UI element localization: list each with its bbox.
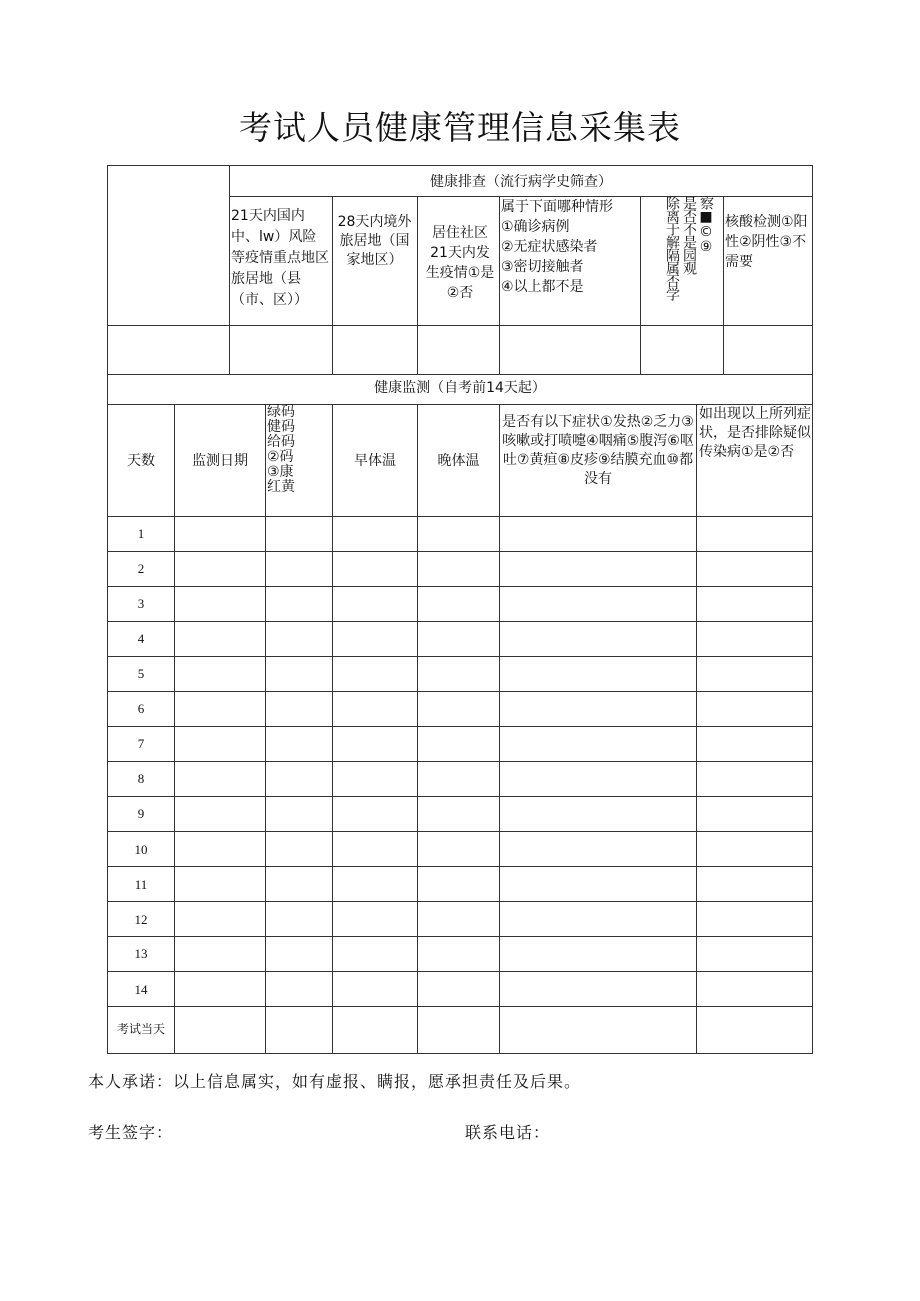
symptoms-column-header: 是否有以下症状①发热②乏力③咳嗽或打喷嚏④咽痛⑤腹泻⑥呕吐⑦黄疸⑧皮疹⑨结膜充血⑩都没有 [502, 414, 694, 487]
day-label: 12 [134, 912, 148, 927]
day-label: 11 [134, 877, 148, 892]
community-entry[interactable] [418, 326, 499, 374]
signature-label: 考生签字： [88, 1123, 174, 1142]
nucleic-test-entry[interactable] [724, 326, 812, 374]
screening-entry-cell[interactable] [108, 326, 229, 374]
exam-day-label: 考试当天 [116, 1022, 165, 1036]
day-label: 1 [137, 526, 145, 541]
exclude-disease-column-header: 如出现以上所列症状，是否排除疑似传染病①是②否 [699, 406, 811, 460]
quarantine-text-c: 除离于解隔属否学 [664, 196, 680, 300]
screening-header: 健康排查（流行病学史筛查） [430, 174, 612, 190]
category-option: ①确诊病例 [501, 219, 570, 235]
category-option: ②无症状感染者 [501, 239, 598, 255]
day-label: 5 [137, 666, 145, 681]
nucleic-test-header: 核酸检测①阳性②阴性③不需要 [725, 214, 808, 270]
day-label: 13 [134, 946, 148, 961]
risk-area-entry[interactable] [230, 326, 332, 374]
risk-area-header: 21天内国内中、lw）风险等疫情重点地区旅居地（县（市、区）） [231, 208, 329, 308]
abroad-header: 28天内境外旅居地（国家地区） [337, 214, 412, 268]
day-label: 10 [134, 842, 148, 857]
day-label: 3 [137, 596, 145, 611]
day-label: 9 [137, 806, 145, 821]
day-label: 2 [137, 561, 145, 576]
day-label: 8 [137, 771, 145, 786]
day-column-header: 天数 [127, 453, 155, 469]
morning-temp-column-header: 早体温 [354, 453, 396, 469]
quarantine-entry[interactable] [641, 326, 723, 374]
monitoring-header: 健康监测（自考前14天起） [374, 380, 546, 396]
date-column-header: 监测日期 [192, 453, 248, 469]
day-label: 6 [137, 701, 145, 716]
page-title: 考试人员健康管理信息采集表 [239, 108, 681, 147]
quarantine-text-b: 是否不是园观 [681, 196, 697, 274]
category-option: ③密切接触者 [501, 259, 584, 275]
quarantine-text-a: 察■©⑨ [698, 196, 714, 254]
day-label: 7 [137, 736, 145, 751]
quarantine-header [664, 196, 714, 324]
pledge-text: 本人承诺：以上信息属实，如有虚报、瞒报，愿承担责任及后果。 [88, 1072, 582, 1091]
health-code-column-header: 绿码健码给码②码③康红黄 [267, 404, 295, 495]
phone-label: 联系电话： [465, 1123, 551, 1142]
abroad-entry[interactable] [333, 326, 417, 374]
day-label: 4 [137, 631, 145, 646]
category-option: ④以上都不是 [501, 279, 584, 295]
day-label: 14 [134, 982, 148, 997]
evening-temp-column-header: 晚体温 [437, 453, 480, 469]
community-header: 居住社区21天内发生疫情①是②否 [425, 225, 495, 301]
category-header [501, 197, 639, 297]
category-entry[interactable] [500, 326, 640, 374]
category-title: 属于下面哪种情形 [501, 199, 613, 215]
